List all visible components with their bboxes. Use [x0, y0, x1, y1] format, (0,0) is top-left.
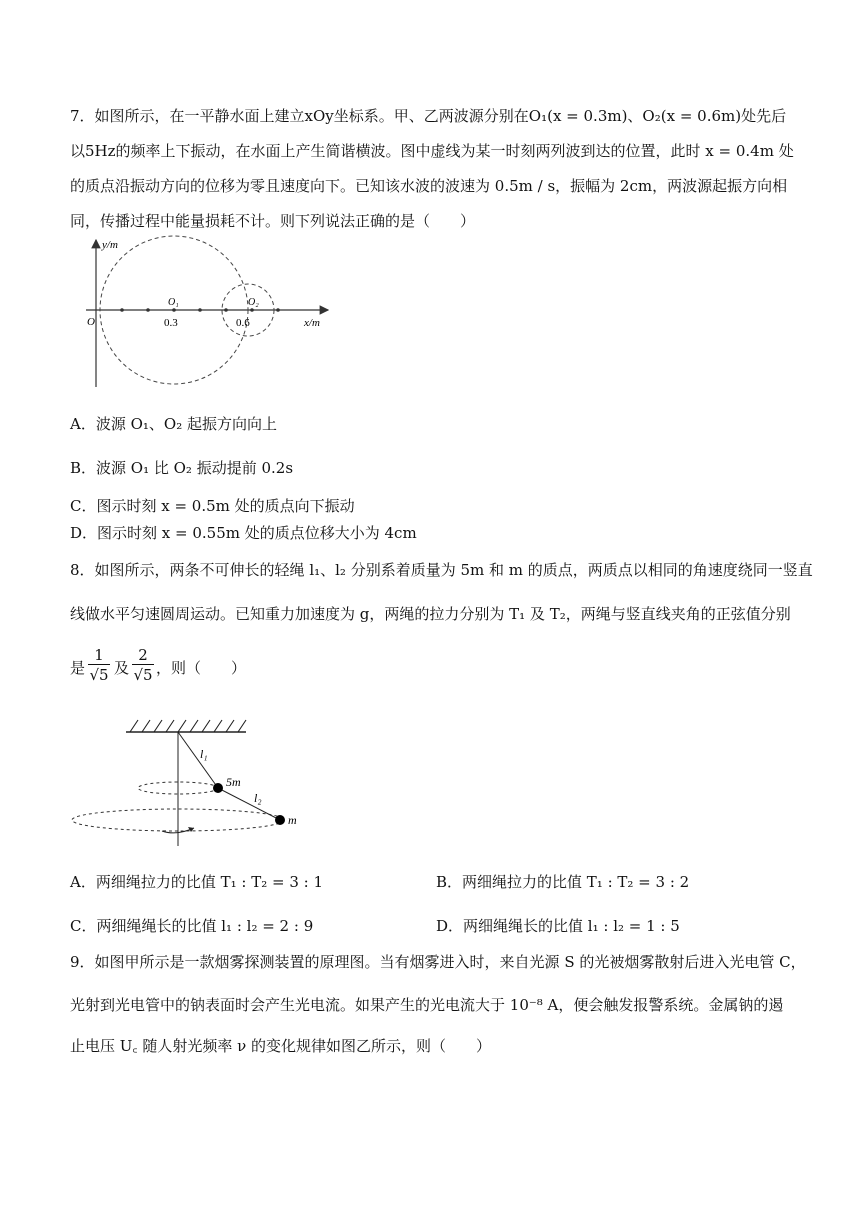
tick-0-3: 0.3: [164, 317, 178, 329]
q7-wave-figure: [78, 232, 340, 392]
fraction-1-denominator: √5: [89, 666, 109, 684]
o2-label: O₂: [248, 297, 259, 308]
q8-pendulum-figure: [66, 712, 316, 852]
q7-option-a: A．波源 O₁、O₂ 起振方向向上: [70, 415, 277, 433]
string-l1: [178, 732, 218, 788]
q7-line-1: 7．如图所示，在一平静水面上建立xOy坐标系。甲、乙两波源分别在O₁(x = 0.3m)、O₂(x = 0.6m)处先后: [70, 107, 787, 125]
x-axis-label: x/m: [304, 317, 320, 329]
mass2-label: m: [288, 813, 297, 827]
q8-line3-prefix: 是: [70, 659, 86, 677]
mass1-label: 5m: [226, 775, 241, 789]
l2-label: l₂: [254, 791, 262, 805]
q7-option-d: D．图示时刻 x = 0.55m 处的质点位移大小为 4cm: [70, 524, 417, 542]
q7-line-4: 同，传播过程中能量损耗不计。则下列说法正确的是（ ）: [70, 212, 476, 230]
fraction-2-denominator: √5: [133, 666, 153, 684]
fraction-2-numerator: 2: [132, 646, 154, 665]
o1-label: O₁: [168, 297, 179, 308]
q9-line-1: 9．如图甲所示是一款烟雾探测装置的原理图。当有烟雾进入时，来自光源 S 的光被烟雾散射后进入光电管 C，: [70, 953, 806, 971]
q9-line-2: 光射到光电管中的钠表面时会产生光电流。如果产生的光电流大于 10⁻⁸ A，便会触发报警系统。金属钠的遏: [70, 996, 784, 1014]
l1-label: l₁: [200, 747, 208, 761]
mass-5m: [213, 783, 223, 793]
q8-option-d: D．两细绳绳长的比值 l₁ : l₂ = 1 : 5: [436, 917, 680, 935]
q8-line-1: 8．如图所示，两条不可伸长的轻绳 l₁、l₂ 分别系着质量为 5m 和 m 的质点，两质点以相同的角速度绕同一竖直: [70, 561, 813, 579]
mass-m: [275, 815, 285, 825]
q7-option-b: B．波源 O₁ 比 O₂ 振动提前 0.2s: [70, 459, 294, 477]
q8-option-a: A．两细绳拉力的比值 T₁ : T₂ = 3 : 1: [70, 873, 324, 891]
q7-option-c: C．图示时刻 x = 0.5m 处的质点向下振动: [70, 497, 355, 515]
fraction-2: [132, 646, 154, 685]
fraction-1: [88, 646, 110, 685]
q8-line-2: 线做水平匀速圆周运动。已知重力加速度为 g，两绳的拉力分别为 T₁ 及 T₂，两绳与竖直线夹角的正弦值分别: [70, 605, 791, 623]
string-l2: [218, 788, 280, 820]
q7-line-3: 的质点沿振动方向的位移为零且速度向下。已知该水波的波速为 0.5m / s，振幅为 2cm，两波源起振方向相: [70, 177, 788, 195]
ceiling-hatch: [130, 720, 246, 732]
q8-option-c: C．两细绳绳长的比值 l₁ : l₂ = 2 : 9: [70, 917, 314, 935]
q8-line3-conj: 及: [114, 659, 130, 677]
fraction-1-numerator: 1: [88, 646, 110, 665]
q7-line-2: 以5Hz的频率上下振动，在水面上产生简谐横波。图中虚线为某一时刻两列波到达的位置，此时 x = 0.4m 处: [70, 142, 794, 160]
origin-label: O: [87, 316, 95, 328]
tick-0-6: 0.6: [236, 317, 250, 329]
y-axis-label: y/m: [102, 239, 118, 251]
q8-line3-suffix: ，则（ ）: [156, 659, 247, 677]
q9-line-3: 止电压 U꜀ 随人射光频率 ν 的变化规律如图乙所示，则（ ）: [70, 1037, 492, 1055]
q8-option-b: B．两细绳拉力的比值 T₁ : T₂ = 3 : 2: [436, 873, 690, 891]
